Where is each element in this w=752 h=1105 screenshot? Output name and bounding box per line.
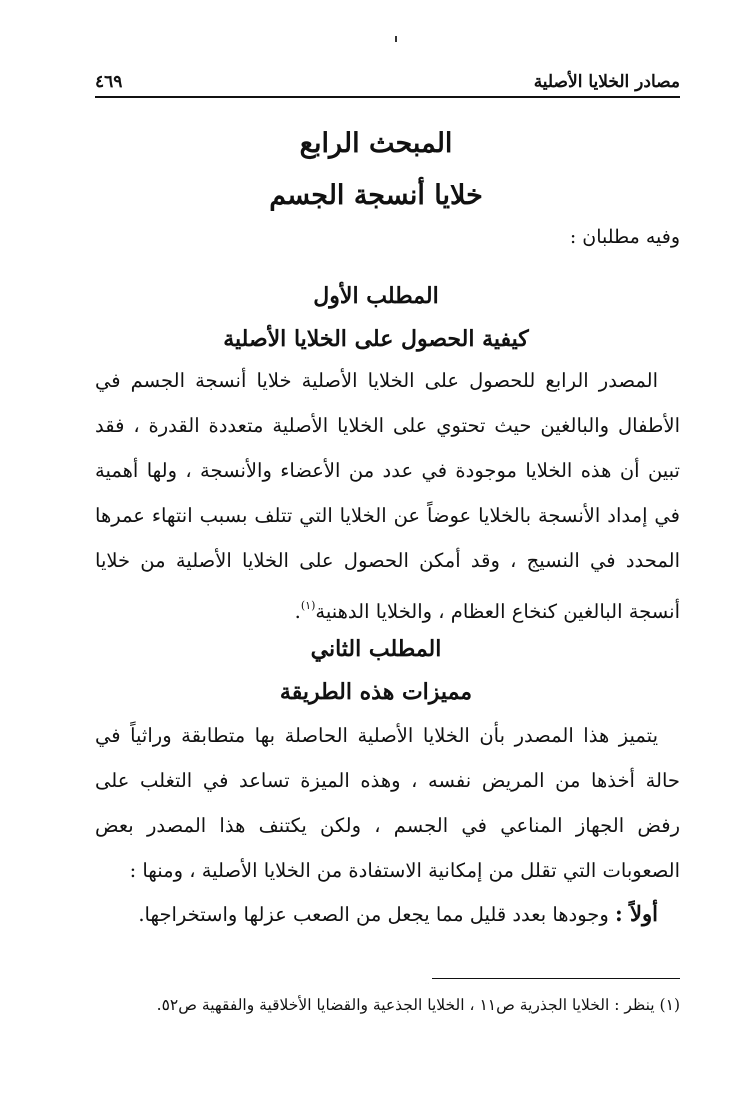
- footnote-rule: [432, 978, 680, 979]
- part1-title: المطلب الأول: [313, 283, 439, 309]
- part2-body: يتميز هذا المصدر بأن الخلايا الأصلية الحاصلة بها متطابقة وراثياً في حالة أخذها من المريض نفسه ، وهذه الميزة تساعد في التغلب على رفض الجهاز المناعي في الجسم ، ولكن يكتنف هذا المصدر بعض الصعوبات التي تقلل من إمكانية الاستفادة من الخلايا الأصلية ، ومنها :: [95, 724, 680, 882]
- part2-title: المطلب الثاني: [310, 636, 442, 662]
- header-rule: [95, 96, 680, 98]
- point-one-label: أولاً :: [614, 901, 658, 926]
- part1-subtitle: كيفية الحصول على الخلايا الأصلية: [223, 326, 529, 352]
- section-title: المبحث الرابع: [299, 128, 453, 159]
- part1-body-end: .: [294, 600, 301, 623]
- point-one-text: وجودها بعدد قليل مما يجعل من الصعب عزلها واستخراجها.: [138, 903, 609, 926]
- page-header: [95, 66, 680, 92]
- section-intro: وفيه مطلبان :: [569, 226, 680, 248]
- part1-body: المصدر الرابع للحصول على الخلايا الأصلية خلايا أنسجة الجسم في الأطفال والبالغين حيث تحتوي على الخلايا الأصلية متعددة القدرة ، فقد تبين أن هذه الخلايا موجودة في عدد من الأعضاء والأنسجة ، ولها أهمية في إمداد الأنسجة بالخلايا عوضاً عن الخلايا التي تتلف بسبب انتهاء عمرها المحدد في النسيج ، وقد أمكن الحصول على الخلايا الأصلية من خلايا أنسجة البالغين كنخاع العظام ، والخلايا الدهنية: [95, 369, 680, 623]
- footnote-marker[interactable]: (١): [300, 599, 316, 612]
- section-subtitle: خلايا أنسجة الجسم: [269, 180, 483, 211]
- part1-paragraph: [95, 358, 680, 634]
- page-number: ٤٦٩: [95, 72, 123, 92]
- part2-paragraph: [95, 713, 680, 937]
- part2-subtitle: مميزات هذه الطريقة: [279, 679, 473, 705]
- point-one: [95, 891, 680, 937]
- footnote: (١) ينظر : الخلايا الجذرية ص١١ ، الخلايا الجذعية والقضايا الأخلاقية والفقهية ص٥٢.: [156, 996, 680, 1014]
- running-title: مصادر الخلايا الأصلية: [533, 72, 680, 92]
- scan-mark: [395, 36, 397, 42]
